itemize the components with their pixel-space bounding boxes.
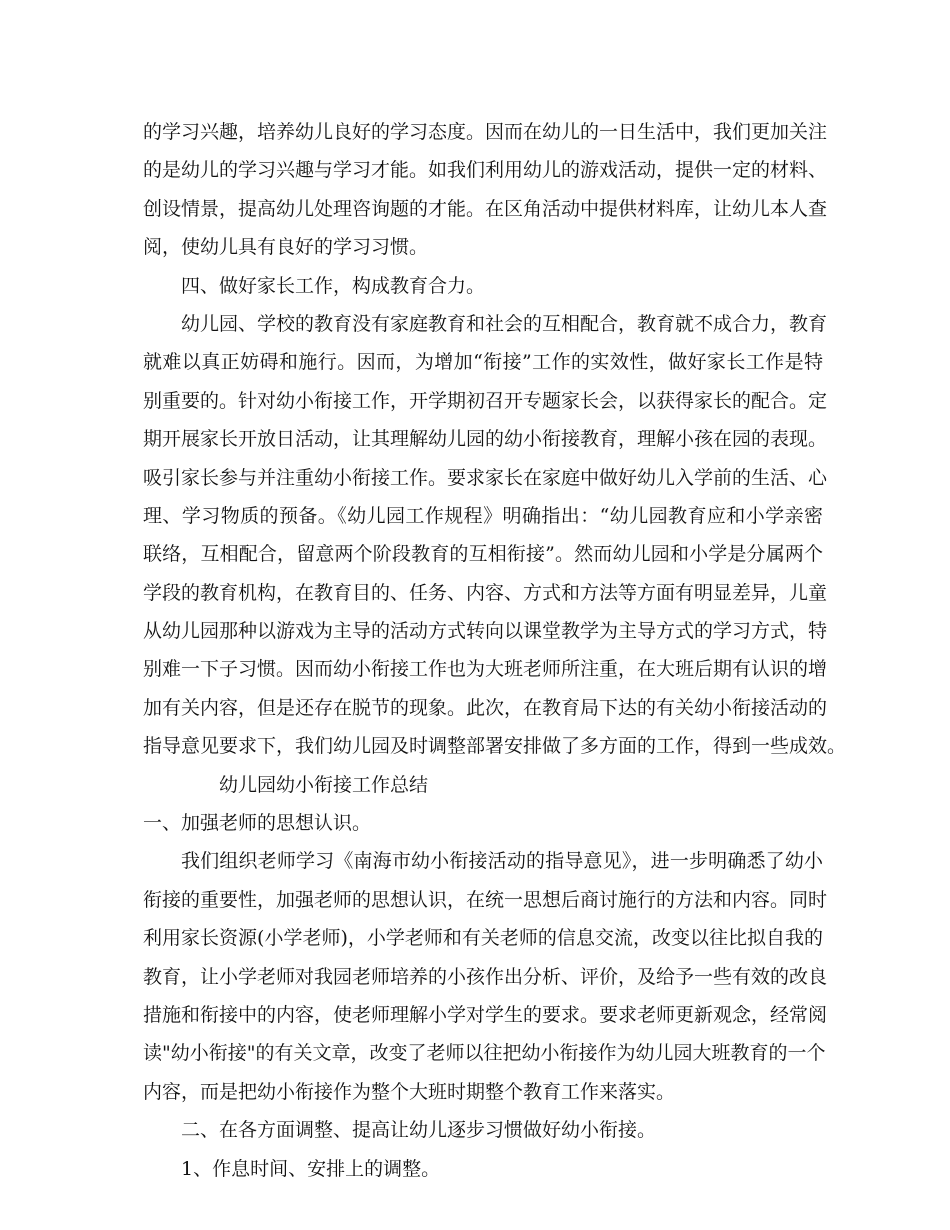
text-line: 幼儿园、学校的教育没有家庭教育和社会的互相配合，教育就不成合力，教育 <box>181 312 828 335</box>
text-line: 阅，使幼儿具有良好的学习习惯。 <box>143 236 429 259</box>
text-line: 内容，而是把幼小衔接作为整个大班时期整个教育工作来落实。 <box>143 1080 676 1103</box>
text-line: 措施和衔接中的内容，使老师理解小学对学生的要求。要求老师更新观念，经常阅 <box>143 1003 828 1026</box>
document-title: 幼儿园幼小衔接工作总结 <box>219 773 429 796</box>
text-line: 别重要的。针对幼小衔接工作，开学期初召开专题家长会，以获得家长的配合。定 <box>143 389 828 412</box>
text-line: 读"幼小衔接"的有关文章，改变了老师以往把幼小衔接作为幼儿园大班教育的一个 <box>143 1042 826 1065</box>
text-line: 学段的教育机构，在教育目的、任务、内容、方式和方法等方面有明显差异，儿童 <box>143 581 828 604</box>
text-line: 创设情景，提高幼儿处理咨询题的才能。在区角活动中提供材料库，让幼儿本人查 <box>143 197 828 220</box>
text-line: 指导意见要求下，我们幼儿园及时调整部署安排做了多方面的工作，得到一些成效。 <box>143 735 847 758</box>
text-line: 吸引家长参与并注重幼小衔接工作。要求家长在家庭中做好幼儿入学前的生活、心 <box>143 466 828 489</box>
section-heading: 二、在各方面调整、提高让幼儿逐步习惯做好幼小衔接。 <box>181 1119 657 1142</box>
text-line: 教育，让小学老师对我园老师培养的小孩作出分析、评价，及给予一些有效的改良 <box>143 965 828 988</box>
subsection-heading: 1、作息时间、安排上的调整。 <box>181 1157 441 1180</box>
text-line: 的是幼儿的学习兴趣与学习才能。如我们利用幼儿的游戏活动，提供一定的材料、 <box>143 159 828 182</box>
text-line: 加有关内容，但是还存在脱节的现象。此次，在教育局下达的有关幼小衔接活动的 <box>143 696 828 719</box>
text-line: 就难以真正妨碍和施行。因而，为增加“衔接”工作的实效性，做好家长工作是特 <box>143 351 823 374</box>
text-line: 衔接的重要性，加强老师的思想认识，在统一思想后商讨施行的方法和内容。同时 <box>143 888 828 911</box>
text-line: 理、学习物质的预备。《幼儿园工作规程》明确指出：“幼儿园教育应和小学亲密 <box>143 504 823 527</box>
text-line: 联络，互相配合，留意两个阶段教育的互相衔接”。然而幼儿园和小学是分属两个 <box>143 543 823 566</box>
section-heading: 一、加强老师的思想认识。 <box>143 812 372 835</box>
text-line: 利用家长资源(小学老师)，小学老师和有关老师的信息交流，改变以往比拟自我的 <box>143 927 823 950</box>
text-line: 的学习兴趣，培养幼儿良好的学习态度。因而在幼儿的一日生活中，我们更加关注 <box>143 121 828 143</box>
section-heading: 四、做好家长工作，构成教育合力。 <box>181 274 486 297</box>
text-line: 我们组织老师学习《南海市幼小衔接活动的指导意见》，进一步明确悉了幼小 <box>181 850 823 873</box>
text-line: 期开展家长开放日活动，让其理解幼儿园的幼小衔接教育，理解小孩在园的表现。 <box>143 428 828 451</box>
document-body <box>143 113 847 1188</box>
text-line: 别难一下子习惯。因而幼小衔接工作也为大班老师所注重，在大班后期有认识的增 <box>143 658 828 681</box>
text-line: 从幼儿园那种以游戏为主导的活动方式转向以课堂教学为主导方式的学习方式，特 <box>143 620 828 643</box>
